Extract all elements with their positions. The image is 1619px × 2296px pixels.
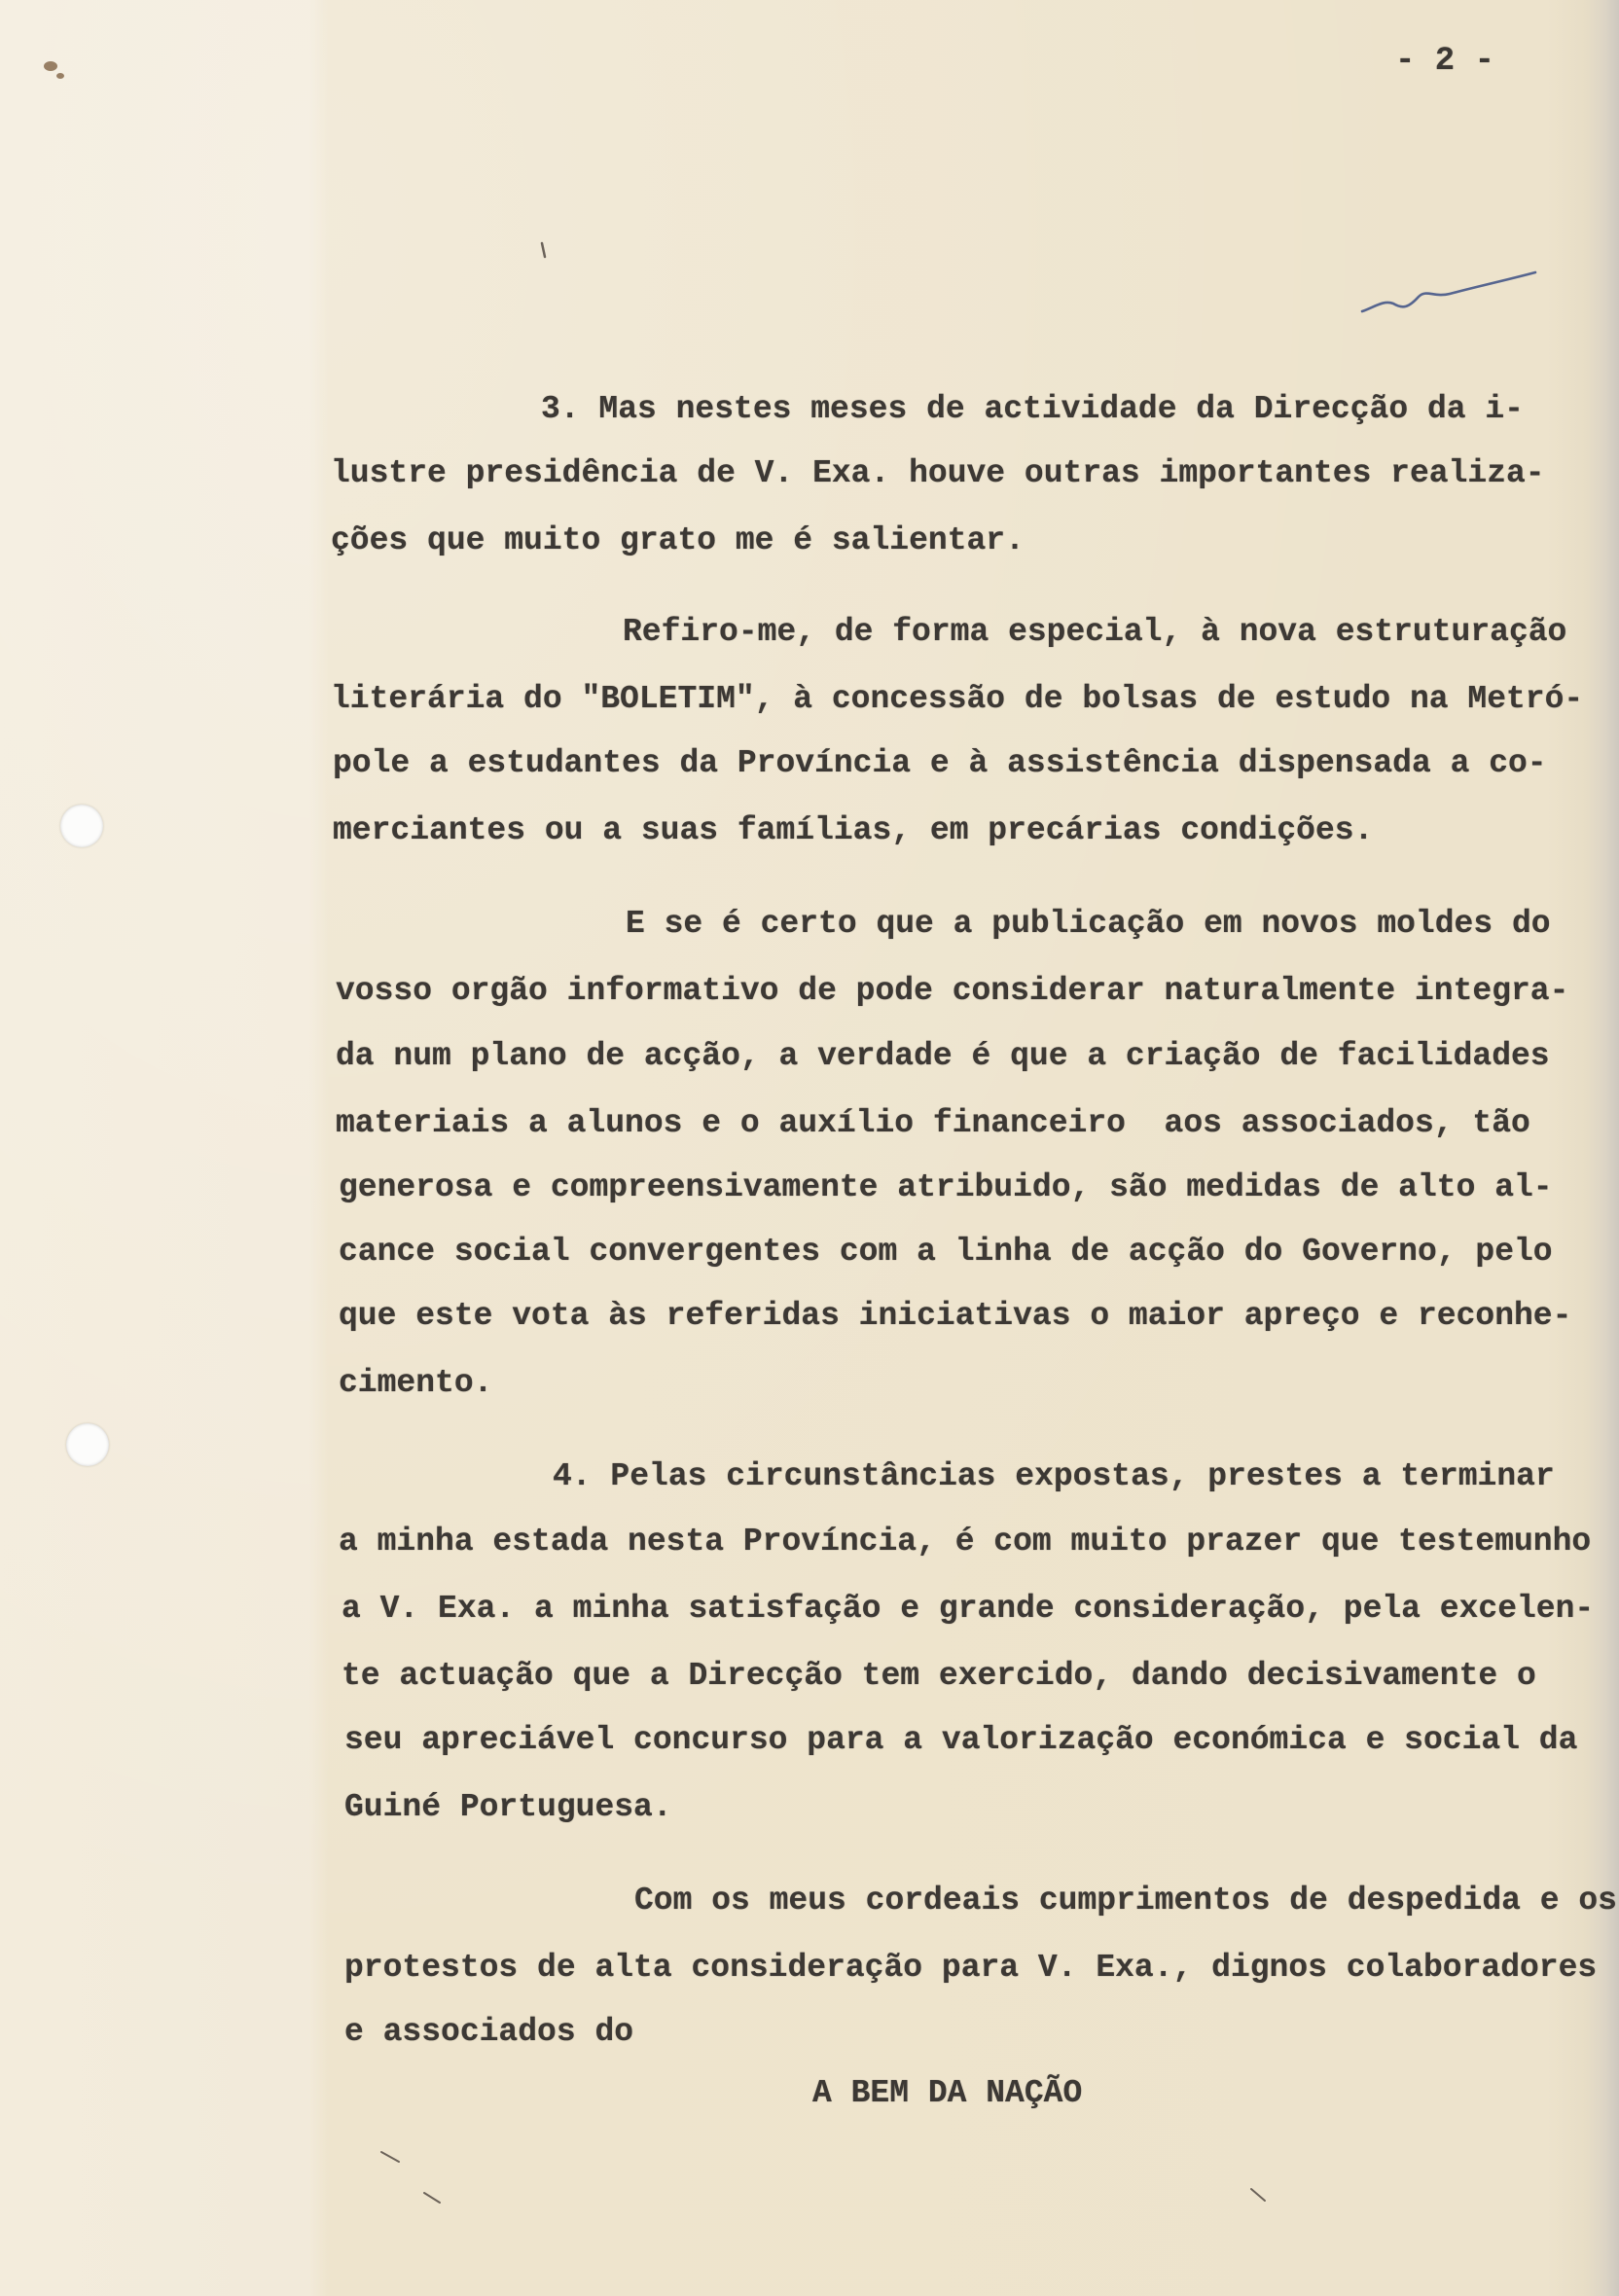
text-line: ções que muito grato me é salientar. [331,522,1025,558]
text-line: e associados do [344,2014,634,2050]
closing-motto: A BEM DA NAÇÃO [812,2075,1083,2111]
handwritten-mark [1362,272,1535,311]
text-line: pole a estudantes da Província e à assistência dispensada a co- [333,745,1547,781]
smudge-mark [44,61,64,79]
stray-tick [424,2193,440,2203]
text-line: lustre presidência de V. Exa. houve outras importantes realiza- [331,455,1545,491]
text-line: cance social convergentes com a linha de acção do Governo, pelo [339,1234,1553,1270]
stray-tick [542,243,545,257]
text-line: da num plano de acção, a verdade é que a criação de facilidades [336,1038,1550,1074]
punch-hole-lower [66,1423,109,1466]
text-line: materiais a alunos e o auxílio financeiro aos associados, tão [336,1105,1530,1141]
text-line: te actuação que a Direcção tem exercido, dando decisivamente o [342,1658,1536,1694]
text-line: generosa e compreensivamente atribuido, são medidas de alto al- [339,1169,1553,1205]
page-number: - 2 - [1395,43,1495,80]
text-line: a V. Exa. a minha satisfação e grande consideração, pela excelen- [342,1591,1595,1627]
text-line: merciantes ou a suas famílias, em precárias condições. [333,812,1374,848]
stray-tick [1251,2189,1265,2201]
text-line: protestos de alta consideração para V. Exa., dignos colaboradores [344,1950,1598,1986]
text-line: 3. Mas nestes meses de actividade da Direcção da i- [541,391,1524,427]
text-line: E se é certo que a publicação em novos moldes do [626,906,1551,942]
stray-tick [381,2152,399,2162]
text-line: Guiné Portuguesa. [344,1789,672,1825]
text-line: a minha estada nesta Província, é com muito prazer que testemunho [339,1524,1592,1560]
text-line: Com os meus cordeais cumprimentos de despedida e os [634,1883,1617,1919]
punch-hole-upper [60,805,103,847]
text-line: que este vota às referidas iniciativas o maior apreço e reconhe- [339,1298,1572,1334]
text-line: Refiro-me, de forma especial, à nova estruturação [623,614,1567,650]
text-line: cimento. [339,1365,493,1401]
text-line: 4. Pelas circunstâncias expostas, prestes a terminar [553,1458,1555,1494]
text-line: seu apreciável concurso para a valorização económica e social da [344,1722,1578,1758]
text-line: vosso orgão informativo de pode considerar naturalmente integra- [336,973,1569,1009]
text-line: literária do "BOLETIM", à concessão de bolsas de estudo na Metró- [331,681,1584,717]
